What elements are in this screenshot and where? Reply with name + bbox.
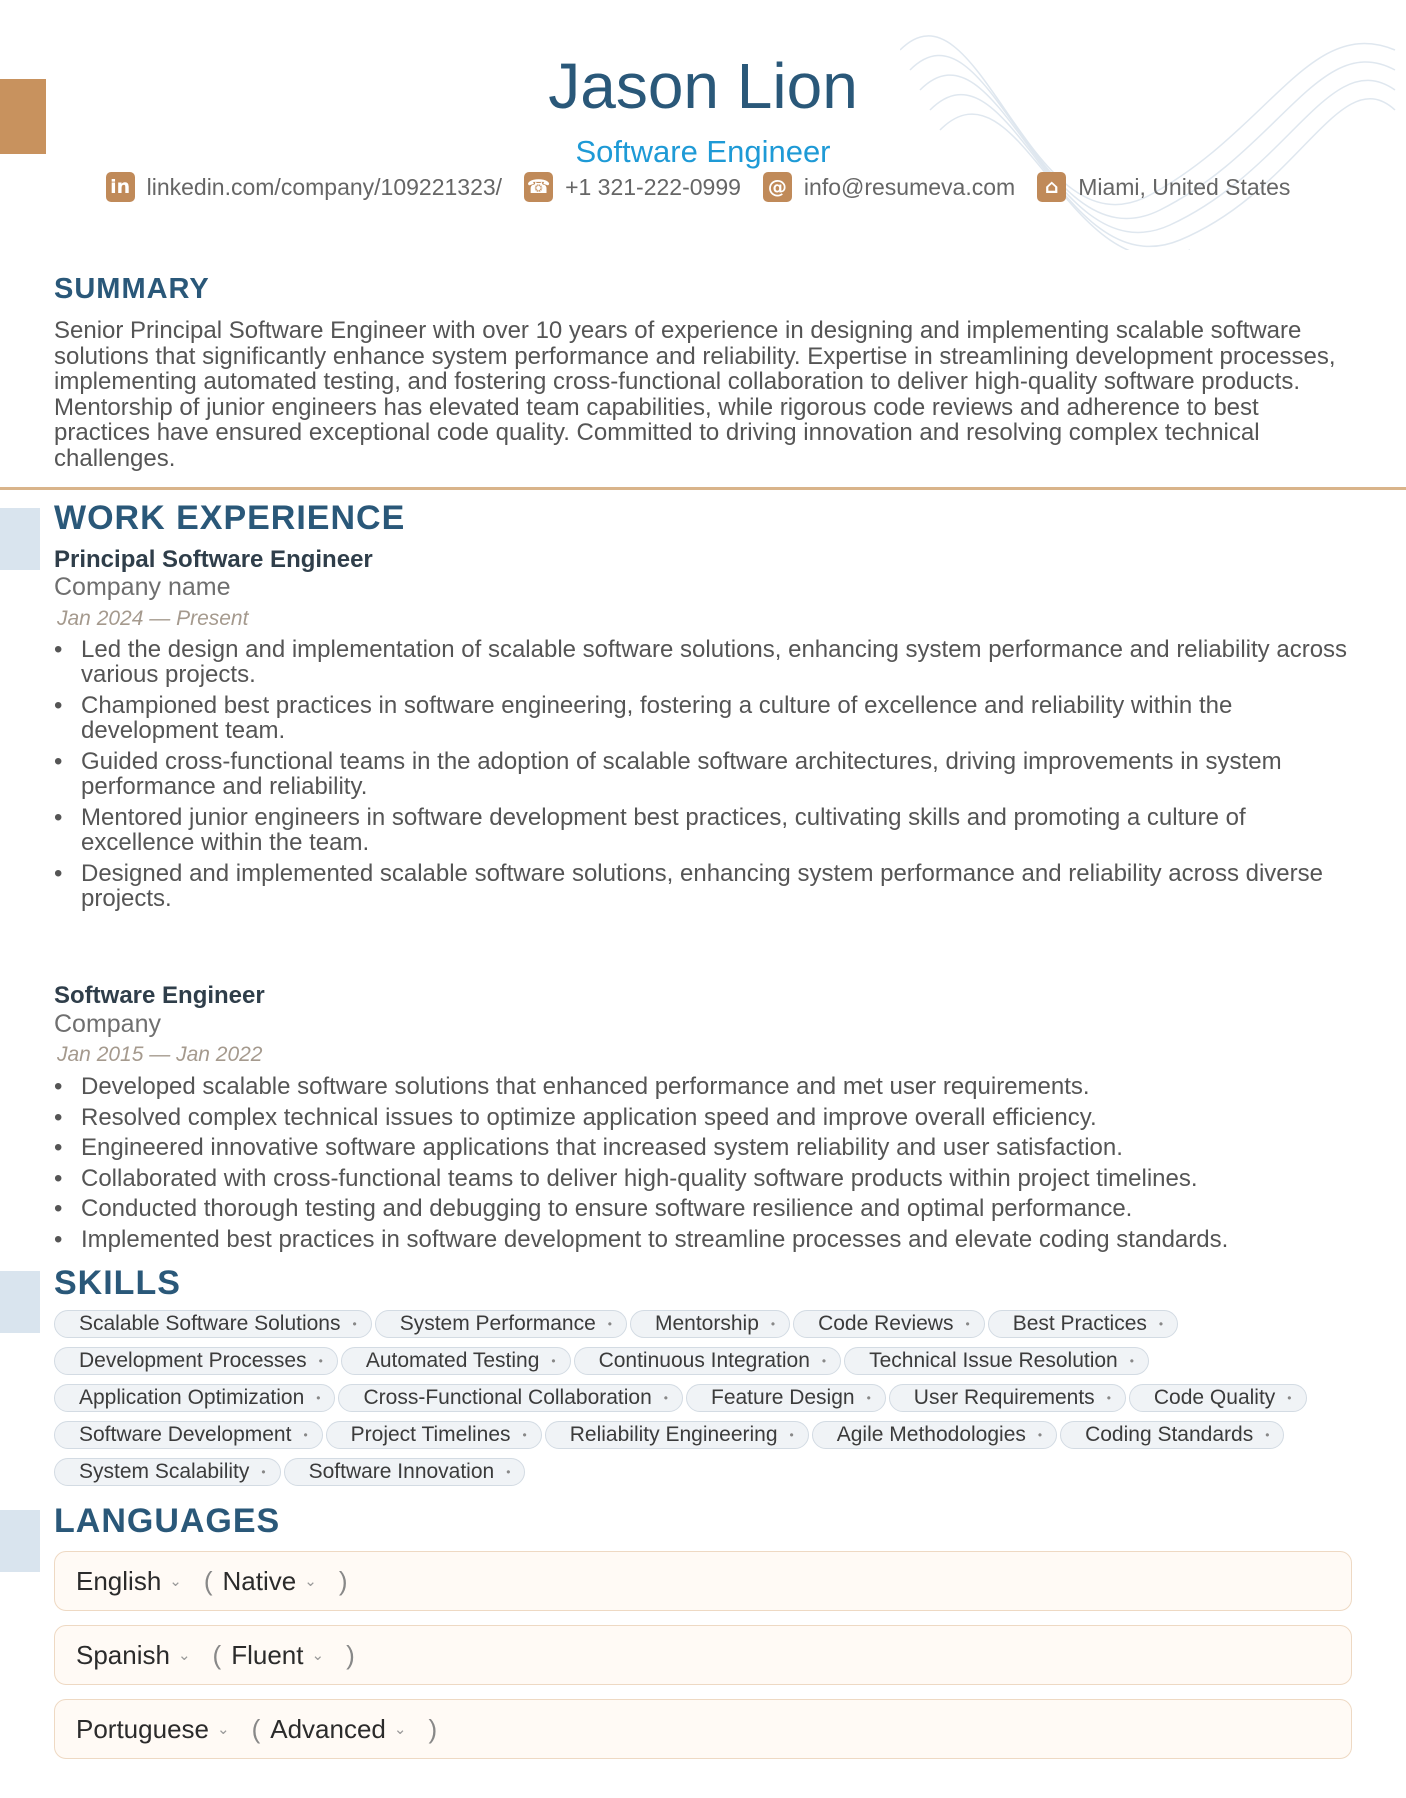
skill-chip xyxy=(889,1384,1126,1412)
dot-icon: • xyxy=(352,1317,357,1331)
skills-heading: SKILLS xyxy=(54,1264,181,1302)
languages-side-marker xyxy=(0,1510,40,1572)
paren-open: ( xyxy=(212,1639,222,1670)
dot-icon: • xyxy=(261,1465,266,1479)
phone-icon: ☎ xyxy=(524,172,553,202)
skills-side-marker xyxy=(0,1271,40,1333)
linkedin-icon: in xyxy=(106,172,135,202)
language-row-english xyxy=(54,1551,1352,1611)
skill-chip xyxy=(1129,1384,1307,1412)
contact-linkedin[interactable] xyxy=(106,172,502,202)
skill-chip xyxy=(793,1310,985,1338)
job-dates: Jan 2024 — Present xyxy=(57,607,249,630)
list-item: • Collaborated with cross-functional teams to deliver high-quality software products within project timelines. xyxy=(54,1164,1364,1195)
list-item: • Developed scalable software solutions that enhanced performance and met user requirements. xyxy=(54,1072,1364,1103)
skill-label: Best Practices xyxy=(1012,1312,1147,1335)
skill-chip xyxy=(326,1421,542,1449)
contact-email[interactable] xyxy=(763,172,1015,202)
language-row-portuguese xyxy=(54,1699,1352,1759)
skill-chip xyxy=(54,1458,281,1486)
job-title: Principal Software Engineer xyxy=(54,546,373,573)
dot-icon: • xyxy=(506,1465,511,1479)
dot-icon: • xyxy=(866,1391,871,1405)
list-item: • Conducted thorough testing and debugging to ensure software resilience and optimal performance. xyxy=(54,1194,1364,1225)
skill-label: System Performance xyxy=(399,1312,596,1335)
skill-label: Mentorship xyxy=(654,1312,759,1335)
contact-linkedin-text[interactable]: linkedin.com/company/109221323/ xyxy=(146,173,503,200)
dot-icon: • xyxy=(1129,1354,1134,1368)
skills-list xyxy=(54,1310,1354,1486)
job-bullets xyxy=(54,1072,1364,1255)
dot-icon: • xyxy=(821,1354,827,1368)
chevron-down-icon[interactable]: ⌄ xyxy=(311,1647,325,1664)
language-level-select[interactable]: Native xyxy=(222,1565,297,1596)
skill-label: Scalable Software Solutions xyxy=(79,1312,341,1335)
skill-label: Reliability Engineering xyxy=(569,1423,778,1446)
list-item: • Resolved complex technical issues to optimize application speed and improve overall efficiency. xyxy=(54,1103,1364,1134)
chevron-down-icon[interactable]: ⌄ xyxy=(304,1573,317,1590)
skill-chip xyxy=(630,1310,790,1338)
languages-heading: LANGUAGES xyxy=(54,1502,281,1540)
experience-heading: WORK EXPERIENCE xyxy=(54,499,406,537)
skill-chip xyxy=(338,1384,683,1412)
dot-icon: • xyxy=(303,1428,308,1442)
skill-chip xyxy=(545,1421,809,1449)
skill-label: Application Optimization xyxy=(79,1386,305,1409)
list-item: • Designed and implemented scalable software solutions, enhancing system performance and reliability across diverse projects. xyxy=(54,861,1364,911)
paren-close: ) xyxy=(428,1713,438,1744)
dot-icon: • xyxy=(663,1391,668,1405)
list-item: • Led the design and implementation of scalable software solutions, enhancing system performance and reliability across various projects. xyxy=(54,637,1364,687)
skill-label: Code Reviews xyxy=(818,1312,954,1335)
language-row-spanish xyxy=(54,1625,1352,1685)
summary-heading: SUMMARY xyxy=(54,273,210,305)
list-item: • Guided cross-functional teams in the adoption of scalable software architectures, driving improvements in system performance and reliability. xyxy=(54,749,1364,799)
contact-email-text[interactable]: info@resumeva.com xyxy=(803,173,1016,200)
chevron-down-icon[interactable]: ⌄ xyxy=(177,1647,191,1664)
summary-text: Senior Principal Software Engineer with over 10 years of experience in designing and implementing scalable software solutions that significantly enhance system performance and reliability. Expertise in streamlining development processes, implementing automated testing, and fostering cross-functional collaboration to deliver high-quality software products. Mentorship of junior engineers has elevated team capabilities, while rigorous code reviews and adherence to best practices have ensured exceptional code quality. Committed to driving innovation and resolving complex technical challenges. xyxy=(54,317,1336,472)
dot-icon: • xyxy=(318,1354,323,1368)
contact-bar xyxy=(0,172,1406,202)
skill-label: User Requirements xyxy=(913,1386,1095,1409)
contact-location xyxy=(1037,172,1290,202)
skill-label: Agile Methodologies xyxy=(836,1423,1026,1446)
skill-chip xyxy=(375,1310,627,1338)
skill-chip xyxy=(341,1347,571,1375)
skill-label: Automated Testing xyxy=(365,1349,540,1372)
language-select[interactable]: Portuguese xyxy=(76,1713,209,1744)
email-icon: @ xyxy=(763,172,792,202)
skill-chip xyxy=(812,1421,1057,1449)
skill-label: Technical Issue Resolution xyxy=(869,1349,1118,1372)
language-select[interactable]: English xyxy=(76,1565,162,1596)
skill-label: Software Innovation xyxy=(308,1460,495,1483)
list-item: • Engineered innovative software applications that increased system reliability and user satisfaction. xyxy=(54,1133,1364,1164)
dot-icon: • xyxy=(1037,1428,1043,1442)
job-dates: Jan 2015 — Jan 2022 xyxy=(57,1043,263,1066)
skill-label: System Scalability xyxy=(79,1460,250,1483)
contact-phone[interactable] xyxy=(524,172,741,202)
dot-icon: • xyxy=(965,1317,970,1331)
job-company: Company xyxy=(54,1010,161,1038)
job-bullets xyxy=(54,637,1364,917)
list-item: • Implemented best practices in software development to streamline processes and elevate coding standards. xyxy=(54,1225,1364,1256)
skill-chip xyxy=(54,1310,372,1338)
skill-chip xyxy=(284,1458,526,1486)
skill-label: Software Development xyxy=(79,1423,292,1446)
chevron-down-icon[interactable]: ⌄ xyxy=(216,1721,230,1738)
dot-icon: • xyxy=(789,1428,794,1442)
skill-chip xyxy=(844,1347,1149,1375)
dot-icon: • xyxy=(316,1391,321,1405)
candidate-role: Software Engineer xyxy=(575,134,831,169)
list-item: • Mentored junior engineers in software development best practices, cultivating skills and promoting a culture of excellence within the team. xyxy=(54,805,1364,855)
contact-phone-text[interactable]: +1 321-222-0999 xyxy=(565,173,741,200)
skill-label: Project Timelines xyxy=(350,1423,511,1446)
list-item: • Championed best practices in software engineering, fostering a culture of excellence and reliability within the development team. xyxy=(54,693,1364,743)
experience-side-marker xyxy=(0,508,40,570)
skill-label: Development Processes xyxy=(79,1349,307,1372)
candidate-name: Jason Lion xyxy=(548,50,858,122)
section-divider xyxy=(0,487,1406,490)
skill-label: Code Quality xyxy=(1153,1386,1276,1409)
dot-icon: • xyxy=(1287,1391,1292,1405)
skill-chip xyxy=(54,1421,323,1449)
paren-open: ( xyxy=(251,1713,261,1744)
dot-icon: • xyxy=(1106,1391,1111,1405)
home-icon: ⌂ xyxy=(1037,172,1066,202)
skill-chip xyxy=(574,1347,842,1375)
skill-label: Feature Design xyxy=(711,1386,855,1409)
skill-label: Cross-Functional Collaboration xyxy=(363,1386,652,1409)
paren-close: ) xyxy=(338,1565,348,1596)
dot-icon: • xyxy=(1158,1317,1164,1331)
dot-icon: • xyxy=(607,1317,612,1331)
resume-header xyxy=(0,40,1406,172)
paren-open: ( xyxy=(203,1565,213,1596)
chevron-down-icon[interactable]: ⌄ xyxy=(169,1573,182,1590)
dot-icon: • xyxy=(1265,1428,1270,1442)
dot-icon: • xyxy=(551,1354,556,1368)
language-level-select[interactable]: Fluent xyxy=(231,1639,304,1670)
chevron-down-icon[interactable]: ⌄ xyxy=(393,1721,407,1738)
skill-chip xyxy=(54,1347,338,1375)
skill-label: Continuous Integration xyxy=(598,1349,810,1372)
contact-location-text: Miami, United States xyxy=(1078,173,1291,200)
language-select[interactable]: Spanish xyxy=(76,1639,170,1670)
skill-chip xyxy=(54,1384,335,1412)
dot-icon: • xyxy=(522,1428,527,1442)
skill-chip xyxy=(988,1310,1178,1338)
language-level-select[interactable]: Advanced xyxy=(270,1713,386,1744)
skill-chip xyxy=(686,1384,886,1412)
dot-icon: • xyxy=(770,1317,776,1331)
job-company: Company name xyxy=(54,573,231,601)
paren-close: ) xyxy=(346,1639,355,1670)
skill-chip xyxy=(1060,1421,1284,1449)
job-title: Software Engineer xyxy=(54,982,265,1009)
skill-label: Coding Standards xyxy=(1085,1423,1254,1446)
